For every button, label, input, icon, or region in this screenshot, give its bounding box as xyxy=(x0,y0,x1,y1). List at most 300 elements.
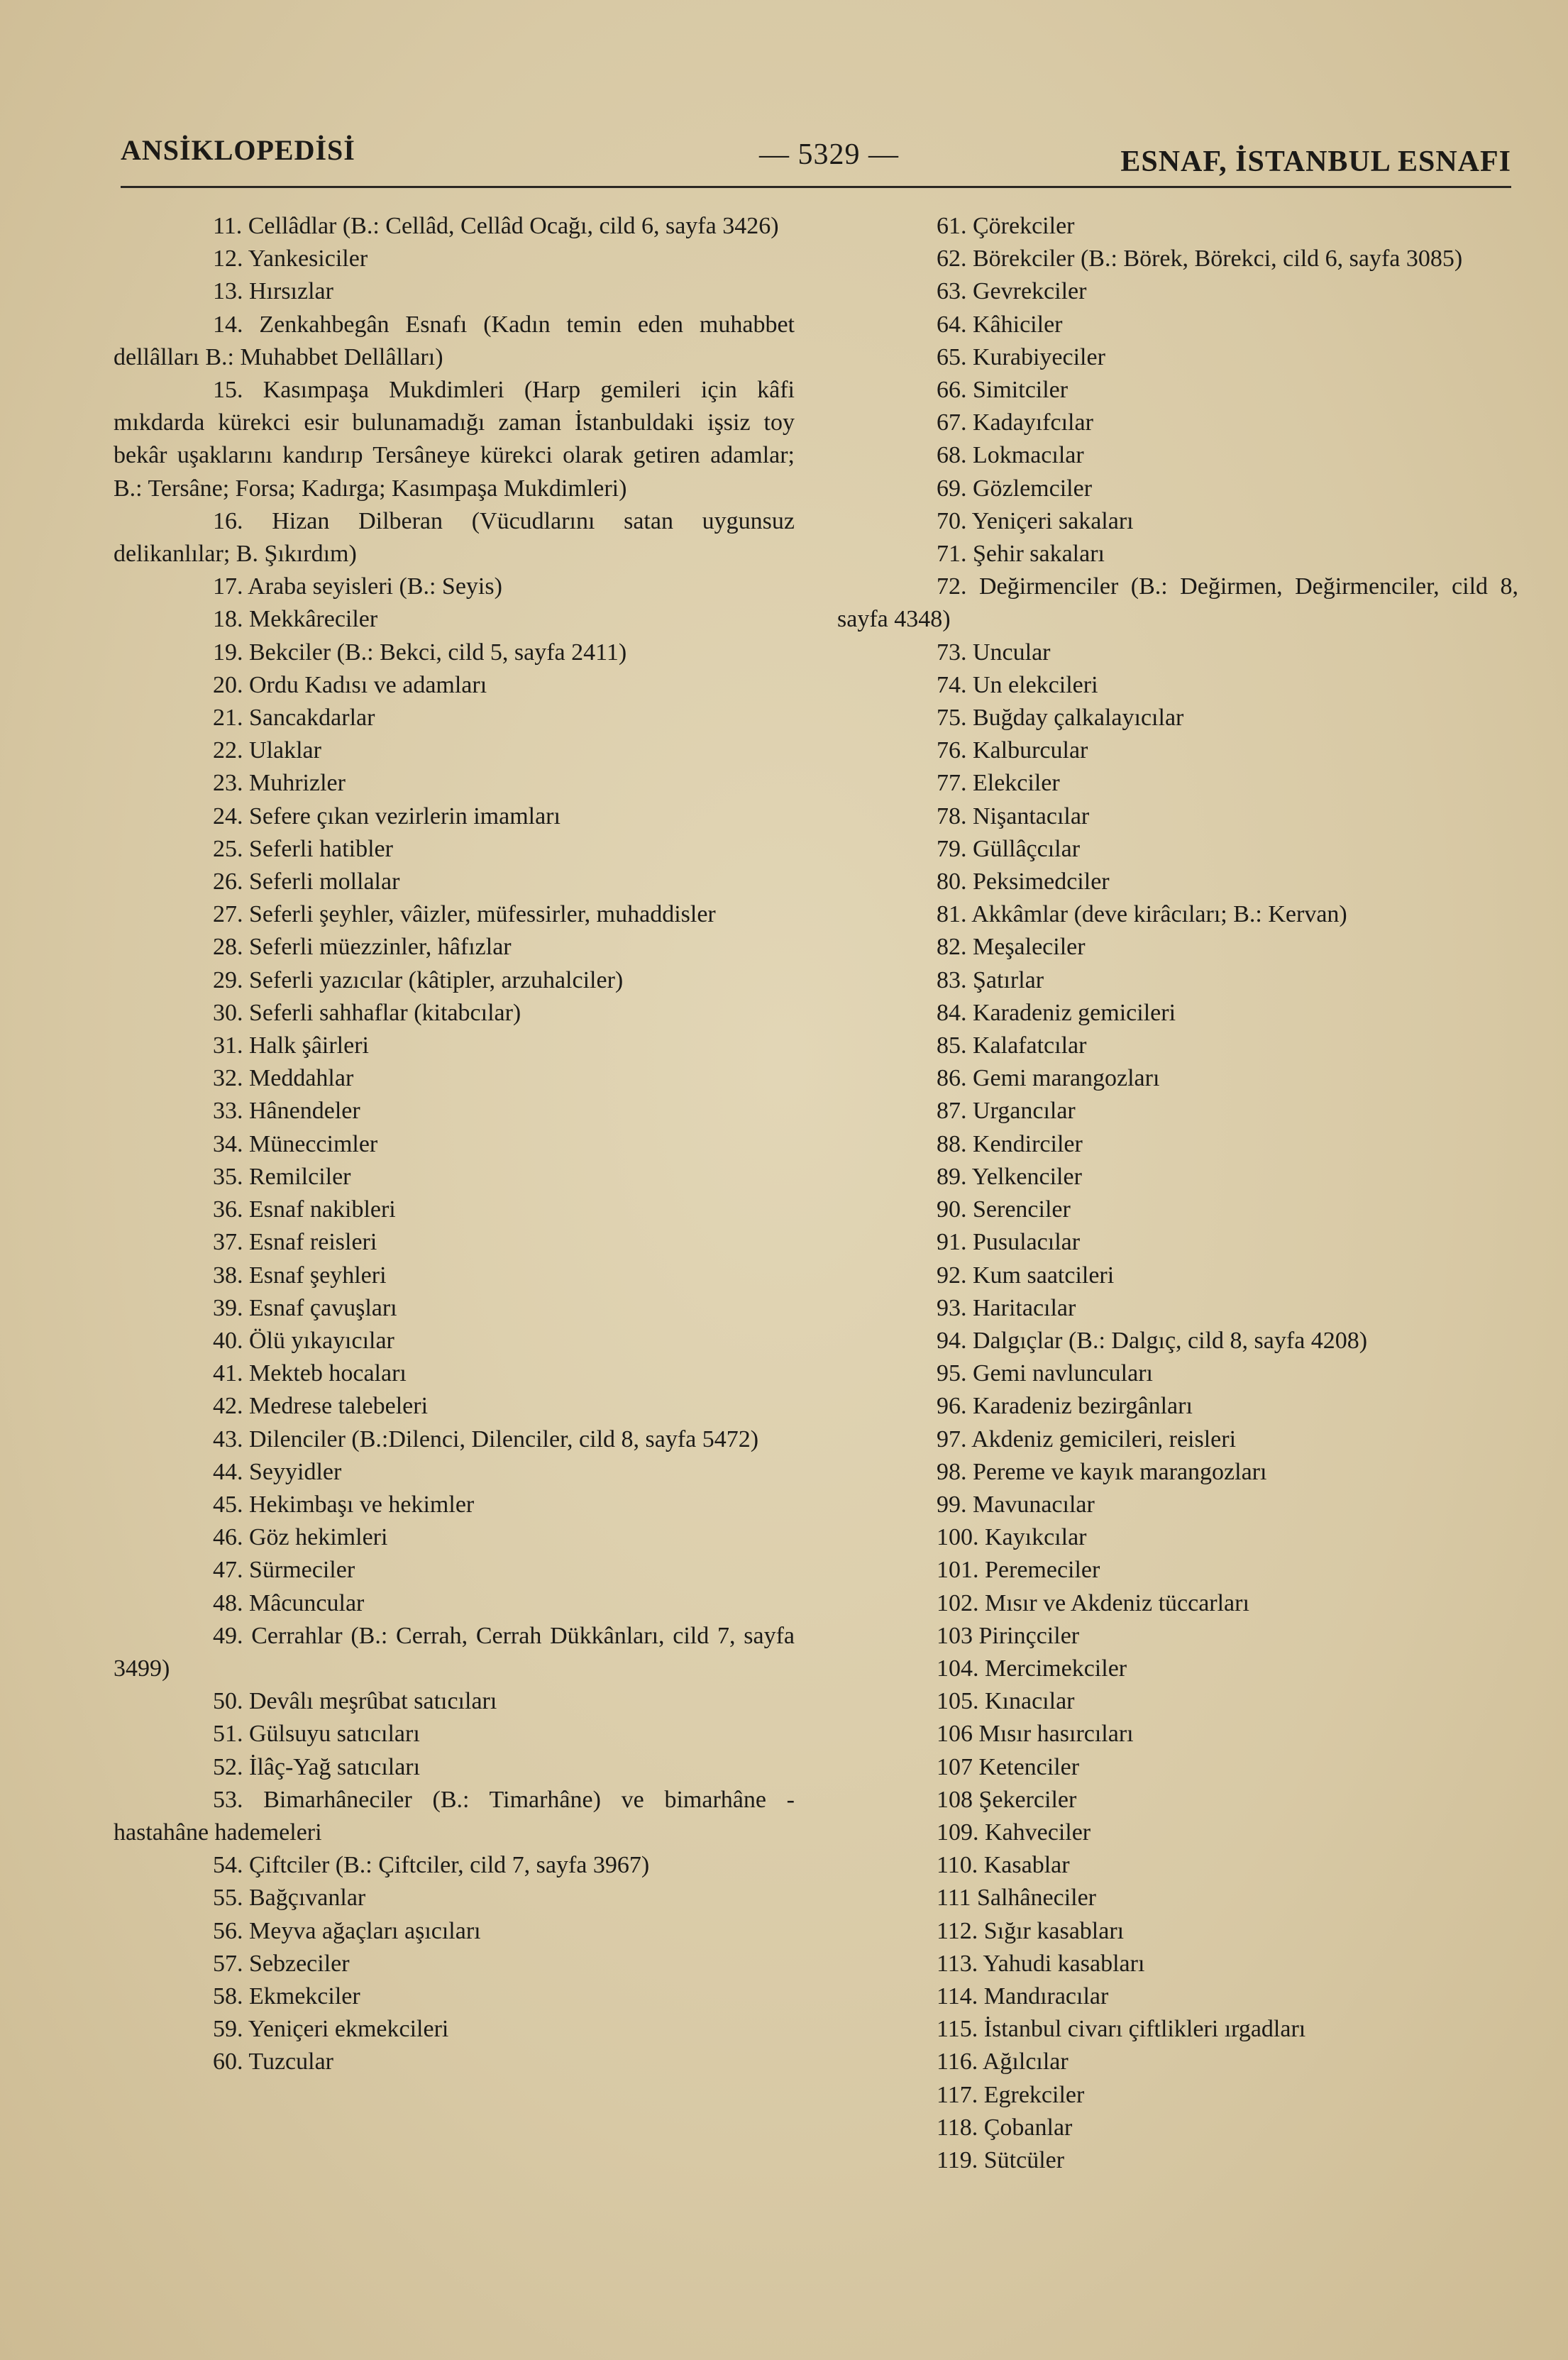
item-number: 50. xyxy=(213,1688,243,1715)
item-number: 98. xyxy=(937,1458,967,1485)
item-text: Hânendeler xyxy=(243,1098,360,1125)
item-text: Zenkahbegân Esnafı (Kadın temin eden muhabbet dellâlları B.: Muhabbet Dellâlları) xyxy=(114,311,795,370)
list-item xyxy=(114,767,795,800)
item-number: 96. xyxy=(937,1393,967,1420)
list-item xyxy=(837,2013,1518,2046)
page-header xyxy=(121,128,1511,192)
item-text: Yeniçeri ekmekcileri xyxy=(243,2016,449,2043)
item-number: 62. xyxy=(937,246,967,272)
item-text: Yahudi kasabları xyxy=(978,1950,1145,1977)
item-text: Seferli şeyhler, vâizler, müfessirler, muhaddisler xyxy=(243,901,716,928)
list-item xyxy=(837,1685,1518,1718)
list-item xyxy=(114,1030,795,1062)
list-item xyxy=(114,570,795,603)
item-number: 31. xyxy=(213,1032,243,1059)
item-text: Mısır hasırcıları xyxy=(973,1721,1134,1748)
list-item xyxy=(837,1292,1518,1325)
list-item xyxy=(837,1128,1518,1161)
item-text: Meşaleciler xyxy=(966,934,1086,961)
item-text: Mavunacılar xyxy=(966,1491,1095,1518)
list-item xyxy=(837,1718,1518,1750)
item-number: 72. xyxy=(937,573,967,600)
item-number: 60. xyxy=(213,2049,243,2075)
item-number: 37. xyxy=(213,1229,243,1256)
list-item xyxy=(837,964,1518,997)
item-text: Pereme ve kayık marangozları xyxy=(966,1458,1267,1485)
list-item xyxy=(114,636,795,669)
list-item xyxy=(837,931,1518,964)
item-number: 91. xyxy=(937,1229,967,1256)
item-text: İlâç-Yağ satıcıları xyxy=(243,1753,421,1780)
item-text: Peksimedciler xyxy=(966,869,1110,895)
item-number: 110. xyxy=(937,1852,978,1879)
list-item xyxy=(114,1718,795,1750)
item-text: Simitciler xyxy=(966,377,1069,404)
list-item xyxy=(114,1489,795,1521)
item-number: 34. xyxy=(213,1130,243,1157)
list-item xyxy=(837,2046,1518,2078)
item-number: 78. xyxy=(937,803,967,829)
list-item xyxy=(114,603,795,636)
list-item xyxy=(837,997,1518,1030)
item-text: Değirmenciler (B.: Değirmen, Değirmenciler, cild 8, sayfa 4348) xyxy=(837,573,1518,633)
item-text: Karadeniz gemicileri xyxy=(966,999,1176,1026)
item-text: Kalburcular xyxy=(966,737,1088,764)
item-number: 113. xyxy=(937,1950,978,1977)
page-number: — 5329 — xyxy=(759,138,899,171)
list-item xyxy=(114,1095,795,1127)
list-item xyxy=(837,2144,1518,2177)
item-number: 41. xyxy=(213,1360,243,1387)
item-text: Devâlı meşrûbat satıcıları xyxy=(243,1688,497,1715)
item-number: 92. xyxy=(937,1262,967,1289)
header-divider xyxy=(121,186,1511,188)
list-item xyxy=(837,1882,1518,1914)
header-left-title: ANSİKLOPEDİSİ xyxy=(121,134,355,166)
list-item xyxy=(114,702,795,734)
item-number: 75. xyxy=(937,705,967,732)
list-item xyxy=(837,1489,1518,1521)
item-number: 44. xyxy=(213,1458,243,1485)
item-text: Meddahlar xyxy=(243,1065,354,1092)
list-item xyxy=(114,1193,795,1226)
header-right-title: ESNAF, İSTANBUL ESNAFI xyxy=(1120,145,1511,178)
list-item xyxy=(837,1423,1518,1456)
list-item xyxy=(837,866,1518,898)
list-item xyxy=(837,439,1518,472)
item-number: 11. xyxy=(213,213,243,239)
item-text: Tuzcular xyxy=(243,2049,333,2075)
list-item xyxy=(837,898,1518,931)
list-item xyxy=(837,1161,1518,1193)
item-text: Seferli hatibler xyxy=(243,835,393,862)
item-number: 13. xyxy=(213,278,243,305)
list-item xyxy=(837,243,1518,275)
list-item xyxy=(114,1226,795,1259)
item-number: 101. xyxy=(937,1557,979,1584)
item-text: Bağçıvanlar xyxy=(243,1885,366,1912)
item-text: Mercimekciler xyxy=(978,1655,1127,1682)
item-number: 23. xyxy=(213,770,243,797)
item-number: 19. xyxy=(213,639,243,666)
list-item xyxy=(114,374,795,505)
list-item xyxy=(114,2013,795,2046)
item-number: 17. xyxy=(213,573,243,600)
item-text: Remilciler xyxy=(243,1163,351,1190)
item-text: Dilenciler (B.:Dilenci, Dilenciler, cild 8, sayfa 5472) xyxy=(243,1426,759,1452)
item-number: 42. xyxy=(213,1393,243,1420)
list-item xyxy=(114,1128,795,1161)
list-item xyxy=(114,866,795,898)
item-text: Seferli mollalar xyxy=(243,869,400,895)
list-item xyxy=(114,669,795,702)
list-item xyxy=(114,1849,795,1882)
item-number: 111 xyxy=(937,1885,971,1912)
item-number: 64. xyxy=(937,311,967,338)
list-item xyxy=(114,1915,795,1948)
item-text: Meyva ağaçları aşıcıları xyxy=(243,1917,481,1944)
item-text: Ölü yıkayıcılar xyxy=(243,1327,394,1354)
list-item xyxy=(837,702,1518,734)
item-number: 63. xyxy=(937,278,967,305)
list-item xyxy=(837,767,1518,800)
list-item xyxy=(837,570,1518,636)
right-column xyxy=(837,210,1518,2177)
list-item xyxy=(114,210,795,243)
item-text: Kum saatcileri xyxy=(966,1262,1115,1289)
item-text: Mısır ve Akdeniz tüccarları xyxy=(978,1589,1249,1616)
item-text: Çiftciler (B.: Çiftciler, cild 7, sayfa 3967) xyxy=(243,1852,650,1879)
item-text: Gemi marangozları xyxy=(966,1065,1160,1092)
item-number: 69. xyxy=(937,475,967,502)
item-text: Dalgıçlar (B.: Dalgıç, cild 8, sayfa 4208) xyxy=(966,1327,1368,1354)
list-item xyxy=(114,1620,795,1685)
item-number: 82. xyxy=(937,934,967,961)
item-text: Uncular xyxy=(966,639,1051,666)
item-number: 28. xyxy=(213,934,243,961)
item-number: 54. xyxy=(213,1852,243,1879)
item-text: Ağılcılar xyxy=(978,2049,1069,2075)
item-number: 21. xyxy=(213,705,243,732)
item-text: Kalafatcılar xyxy=(966,1032,1087,1059)
item-number: 99. xyxy=(937,1491,967,1518)
list-item xyxy=(114,243,795,275)
left-column xyxy=(114,210,795,2079)
item-text: Medrese talebeleri xyxy=(243,1393,429,1420)
item-number: 55. xyxy=(213,1885,243,1912)
list-item xyxy=(837,1948,1518,1980)
item-number: 47. xyxy=(213,1557,243,1584)
item-number: 45. xyxy=(213,1491,243,1518)
list-item xyxy=(837,800,1518,833)
item-number: 95. xyxy=(937,1360,967,1387)
item-number: 38. xyxy=(213,1262,243,1289)
item-number: 67. xyxy=(937,409,967,436)
item-number: 71. xyxy=(937,541,967,568)
list-item xyxy=(114,1980,795,2013)
item-text: Sefere çıkan vezirlerin imamları xyxy=(243,803,561,829)
item-text: İstanbul civarı çiftlikleri ırgadları xyxy=(978,2016,1306,2043)
item-text: Gözlemciler xyxy=(966,475,1093,502)
item-text: Ketenciler xyxy=(973,1753,1080,1780)
item-text: Sığır kasabları xyxy=(978,1917,1125,1944)
list-item xyxy=(114,1062,795,1095)
item-text: Muhrizler xyxy=(243,770,346,797)
item-text: Nişantacılar xyxy=(966,803,1090,829)
item-number: 59. xyxy=(213,2016,243,2043)
item-number: 116. xyxy=(937,2049,978,2075)
item-number: 24. xyxy=(213,803,243,829)
list-item xyxy=(837,1554,1518,1587)
item-text: Müneccimler xyxy=(243,1130,378,1157)
item-text: Yankesiciler xyxy=(243,246,368,272)
item-number: 86. xyxy=(937,1065,967,1092)
list-item xyxy=(114,833,795,866)
item-text: Mekteb hocaları xyxy=(243,1360,407,1387)
item-number: 40. xyxy=(213,1327,243,1354)
list-item xyxy=(114,1325,795,1357)
item-text: Yelkenciler xyxy=(966,1163,1082,1190)
item-number: 68. xyxy=(937,442,967,469)
item-text: Kasablar xyxy=(978,1852,1070,1879)
list-item xyxy=(114,1784,795,1849)
item-number: 119. xyxy=(937,2146,978,2173)
item-number: 117. xyxy=(937,2081,978,2108)
item-number: 89. xyxy=(937,1163,967,1190)
item-text: Bimarhâneciler (B.: Timarhâne) ve bimarhâne - hastahâne hademeleri xyxy=(114,1786,795,1846)
item-number: 43. xyxy=(213,1426,243,1452)
item-text: Şekerciler xyxy=(973,1786,1077,1813)
item-text: Seferli yazıcılar (kâtipler, arzuhalciler) xyxy=(243,966,624,993)
item-text: Kahveciler xyxy=(978,1819,1091,1846)
item-text: Cerrahlar (B.: Cerrah, Cerrah Dükkânları, cild 7, sayfa 3499) xyxy=(114,1622,795,1682)
item-number: 108 xyxy=(937,1786,973,1813)
item-number: 36. xyxy=(213,1196,243,1223)
item-number: 90. xyxy=(937,1196,967,1223)
item-text: Araba seyisleri (B.: Seyis) xyxy=(243,573,502,600)
item-number: 48. xyxy=(213,1589,243,1616)
item-number: 25. xyxy=(213,835,243,862)
item-text: Serenciler xyxy=(966,1196,1071,1223)
item-text: Kadayıfcılar xyxy=(966,409,1093,436)
item-text: Seyyidler xyxy=(243,1458,342,1485)
item-number: 109. xyxy=(937,1819,979,1846)
list-item xyxy=(114,1292,795,1325)
list-item xyxy=(837,1620,1518,1653)
item-text: Salhâneciler xyxy=(971,1885,1097,1912)
item-number: 39. xyxy=(213,1294,243,1321)
item-number: 49. xyxy=(213,1622,243,1649)
item-number: 112. xyxy=(937,1917,978,1944)
list-item xyxy=(114,275,795,308)
list-item xyxy=(114,997,795,1030)
item-text: Akkâmlar (deve kirâcıları; B.: Kervan) xyxy=(966,901,1347,928)
list-item xyxy=(837,1816,1518,1849)
list-item xyxy=(114,1751,795,1784)
list-item xyxy=(837,538,1518,570)
list-item xyxy=(837,1226,1518,1259)
item-number: 81. xyxy=(937,901,967,928)
item-text: Buğday çalkalayıcılar xyxy=(966,705,1184,732)
item-number: 35. xyxy=(213,1163,243,1190)
list-item xyxy=(114,1390,795,1423)
item-text: Hizan Dilberan (Vücudlarını satan uygunsuz delikanlılar; B. Şıkırdım) xyxy=(114,507,795,568)
list-item xyxy=(837,2079,1518,2112)
list-item xyxy=(837,1980,1518,2013)
item-text: Karadeniz bezirgânları xyxy=(966,1393,1193,1420)
item-text: Pusulacılar xyxy=(966,1229,1081,1256)
item-text: Sütcüler xyxy=(978,2146,1065,2173)
list-item xyxy=(837,1849,1518,1882)
list-item xyxy=(837,833,1518,866)
list-item xyxy=(837,1062,1518,1095)
item-number: 46. xyxy=(213,1524,243,1551)
item-number: 58. xyxy=(213,1983,243,2009)
item-number: 52. xyxy=(213,1753,243,1780)
list-item xyxy=(837,309,1518,341)
list-item xyxy=(114,1423,795,1456)
item-number: 84. xyxy=(937,999,967,1026)
item-number: 83. xyxy=(937,966,967,993)
item-number: 53. xyxy=(213,1786,243,1813)
list-item xyxy=(114,2046,795,2078)
list-item xyxy=(114,1161,795,1193)
list-item xyxy=(837,734,1518,767)
item-number: 14. xyxy=(213,311,243,338)
list-item xyxy=(837,1456,1518,1489)
item-number: 12. xyxy=(213,246,243,272)
item-number: 107 xyxy=(937,1753,973,1780)
item-text: Çobanlar xyxy=(978,2114,1073,2141)
item-text: Sürmeciler xyxy=(243,1557,355,1584)
item-number: 73. xyxy=(937,639,967,666)
list-item xyxy=(837,374,1518,407)
item-text: Şehir sakaları xyxy=(966,541,1105,568)
list-item xyxy=(837,1095,1518,1127)
list-item xyxy=(837,210,1518,243)
item-text: Seferli müezzinler, hâfızlar xyxy=(243,934,512,961)
list-item xyxy=(837,1521,1518,1554)
item-text: Ulaklar xyxy=(243,737,321,764)
list-item xyxy=(114,1521,795,1554)
item-text: Esnaf nakibleri xyxy=(243,1196,396,1223)
item-text: Şatırlar xyxy=(966,966,1044,993)
item-text: Peremeciler xyxy=(978,1557,1100,1584)
item-number: 22. xyxy=(213,737,243,764)
item-text: Kınacılar xyxy=(978,1688,1075,1715)
item-number: 103 xyxy=(937,1622,973,1649)
list-item xyxy=(837,1259,1518,1292)
item-text: Bekciler (B.: Bekci, cild 5, sayfa 2411) xyxy=(243,639,627,666)
item-number: 65. xyxy=(937,343,967,370)
item-number: 77. xyxy=(937,770,967,797)
item-text: Kendirciler xyxy=(966,1130,1083,1157)
list-item xyxy=(837,1653,1518,1685)
item-text: Cellâdlar (B.: Cellâd, Cellâd Ocağı, cild 6, sayfa 3426) xyxy=(242,213,779,239)
list-item xyxy=(114,1456,795,1489)
item-text: Kurabiyeciler xyxy=(966,343,1105,370)
item-number: 61. xyxy=(937,213,967,239)
item-number: 56. xyxy=(213,1917,243,1944)
item-number: 118. xyxy=(937,2114,978,2141)
item-number: 114. xyxy=(937,1983,978,2009)
item-number: 70. xyxy=(937,507,967,534)
item-number: 94. xyxy=(937,1327,967,1354)
item-number: 66. xyxy=(937,377,967,404)
list-item xyxy=(837,1357,1518,1390)
item-number: 20. xyxy=(213,671,243,698)
item-number: 27. xyxy=(213,901,243,928)
item-number: 16. xyxy=(213,507,243,534)
list-item xyxy=(114,1882,795,1914)
item-text: Gülsuyu satıcıları xyxy=(243,1721,420,1748)
list-item xyxy=(114,1357,795,1390)
list-item xyxy=(114,309,795,374)
list-item xyxy=(837,1325,1518,1357)
list-item xyxy=(837,275,1518,308)
item-text: Esnaf reisleri xyxy=(243,1229,377,1256)
item-text: Göz hekimleri xyxy=(243,1524,388,1551)
item-number: 51. xyxy=(213,1721,243,1748)
item-text: Kâhiciler xyxy=(966,311,1063,338)
item-number: 15. xyxy=(213,377,243,404)
item-text: Elekciler xyxy=(966,770,1060,797)
item-number: 97. xyxy=(937,1426,967,1452)
item-text: Çörekciler xyxy=(966,213,1075,239)
item-text: Ekmekciler xyxy=(243,1983,360,2009)
list-item xyxy=(837,1390,1518,1423)
item-text: Hekimbaşı ve hekimler xyxy=(243,1491,475,1518)
list-item xyxy=(114,898,795,931)
item-number: 105. xyxy=(937,1688,979,1715)
list-item xyxy=(837,341,1518,374)
item-text: Börekciler (B.: Börek, Börekci, cild 6, sayfa 3085) xyxy=(966,246,1463,272)
list-item xyxy=(837,1915,1518,1948)
list-item xyxy=(837,1587,1518,1620)
item-text: Halk şâirleri xyxy=(243,1032,369,1059)
item-text: Mekkâreciler xyxy=(243,606,378,633)
list-item xyxy=(114,800,795,833)
list-item xyxy=(837,473,1518,505)
item-text: Gevrekciler xyxy=(966,278,1087,305)
list-item xyxy=(837,407,1518,439)
item-number: 88. xyxy=(937,1130,967,1157)
list-item xyxy=(837,1193,1518,1226)
item-text: Haritacılar xyxy=(966,1294,1076,1321)
item-text: Pirinçciler xyxy=(973,1622,1080,1649)
item-number: 85. xyxy=(937,1032,967,1059)
list-item xyxy=(837,1751,1518,1784)
item-number: 104. xyxy=(937,1655,979,1682)
item-text: Güllâçcılar xyxy=(966,835,1081,862)
item-number: 76. xyxy=(937,737,967,764)
item-text: Hırsızlar xyxy=(243,278,333,305)
item-text: Kasımpaşa Mukdimleri (Harp gemileri için kâfi mıkdarda kürekci esir bulunamadığı zaman İstanbuldaki işsiz toy bekâr uşaklarını kandırıp Tersâneye kürekci olarak getiren adamlar; B.: Tersâne; Forsa; Kadırga; Kasımpaşa Mukdimleri) xyxy=(114,377,795,502)
list-item xyxy=(837,1784,1518,1816)
item-number: 74. xyxy=(937,671,967,698)
item-number: 26. xyxy=(213,869,243,895)
item-text: Esnaf şeyhleri xyxy=(243,1262,387,1289)
item-number: 93. xyxy=(937,1294,967,1321)
item-text: Esnaf çavuşları xyxy=(243,1294,397,1321)
list-item xyxy=(114,734,795,767)
item-text: Lokmacılar xyxy=(966,442,1084,469)
item-text: Seferli sahhaflar (kitabcılar) xyxy=(243,999,521,1026)
list-item xyxy=(114,505,795,570)
list-item xyxy=(114,1259,795,1292)
item-number: 106 xyxy=(937,1721,973,1748)
list-item xyxy=(837,2112,1518,2144)
